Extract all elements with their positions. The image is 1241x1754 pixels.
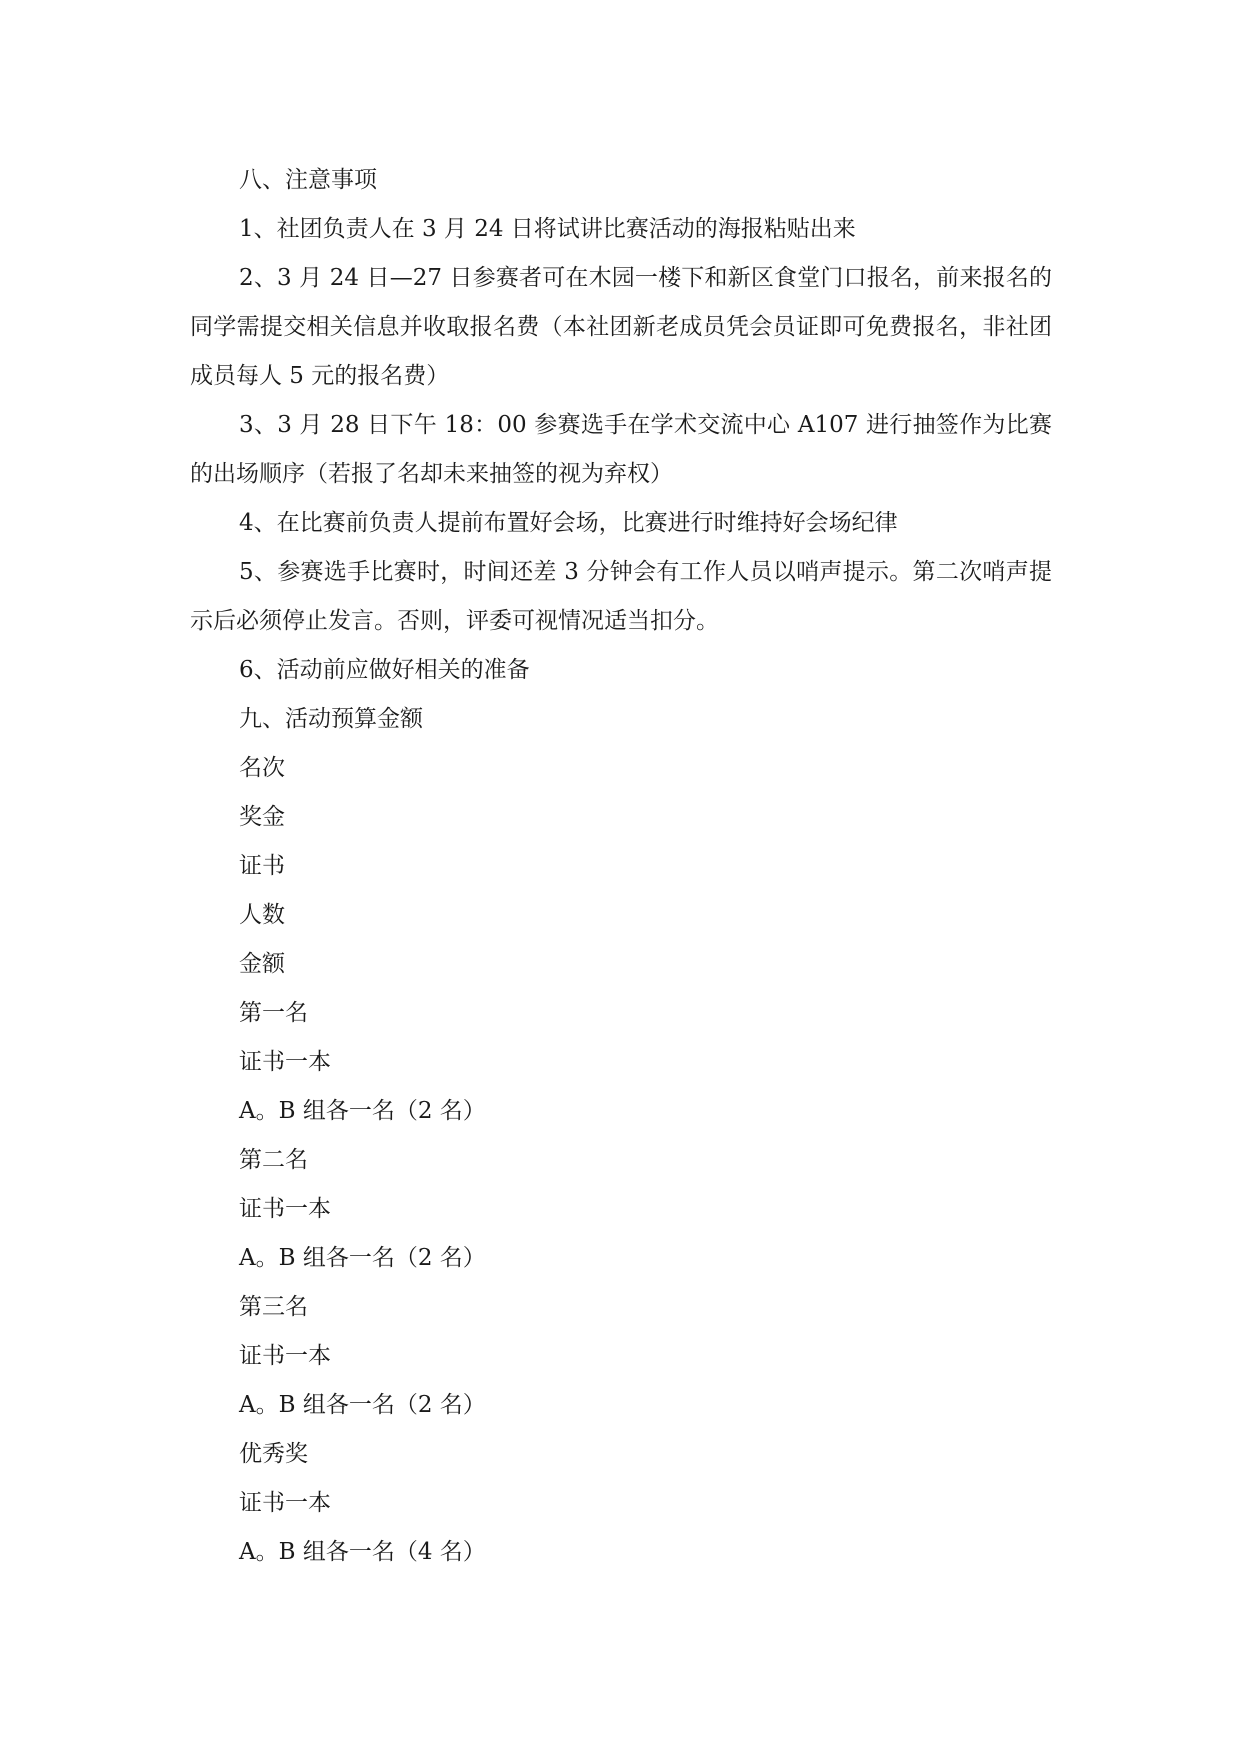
budget-line: A。B 组各一名（2 名） (239, 1245, 486, 1271)
note-item-4: 4、在比赛前负责人提前布置好会场，比赛进行时维持好会场纪律 (239, 510, 898, 536)
budget-line: 奖金 (239, 804, 285, 830)
budget-line: 证书一本 (239, 1490, 331, 1516)
budget-line: 金额 (239, 951, 285, 977)
budget-line: A。B 组各一名（4 名） (239, 1539, 486, 1565)
document-body (190, 156, 1052, 1577)
note-item-2: 2、3 月 24 日—27 日参赛者可在木园一楼下和新区食堂门口报名，前来报名的同学需提交相关信息并收取报名费（本社团新老成员凭会员证即可免费报名，非社团成员每人 5 元的报名费） (190, 265, 1052, 389)
note-item-1: 1、社团负责人在 3 月 24 日将试讲比赛活动的海报粘贴出来 (239, 216, 856, 242)
budget-line: 证书一本 (239, 1196, 331, 1222)
notes-heading: 八、注意事项 (239, 167, 377, 193)
budget-heading: 九、活动预算金额 (239, 706, 423, 732)
budget-line: 第二名 (239, 1147, 308, 1173)
budget-line: 证书一本 (239, 1343, 331, 1369)
budget-line: 第一名 (239, 1000, 308, 1026)
note-item-6: 6、活动前应做好相关的准备 (239, 657, 530, 683)
budget-line: 名次 (239, 755, 285, 781)
budget-line: 人数 (239, 902, 285, 928)
budget-line: 第三名 (239, 1294, 308, 1320)
budget-line: 证书一本 (239, 1049, 331, 1075)
budget-line: A。B 组各一名（2 名） (239, 1392, 486, 1418)
budget-line: A。B 组各一名（2 名） (239, 1098, 486, 1124)
note-item-5: 5、参赛选手比赛时，时间还差 3 分钟会有工作人员以哨声提示。第二次哨声提示后必须停止发言。否则，评委可视情况适当扣分。 (190, 559, 1052, 634)
budget-line: 证书 (239, 853, 285, 879)
note-item-3: 3、3 月 28 日下午 18：00 参赛选手在学术交流中心 A107 进行抽签作为比赛的出场顺序（若报了名却未来抽签的视为弃权） (190, 412, 1052, 487)
budget-line: 优秀奖 (239, 1441, 308, 1467)
